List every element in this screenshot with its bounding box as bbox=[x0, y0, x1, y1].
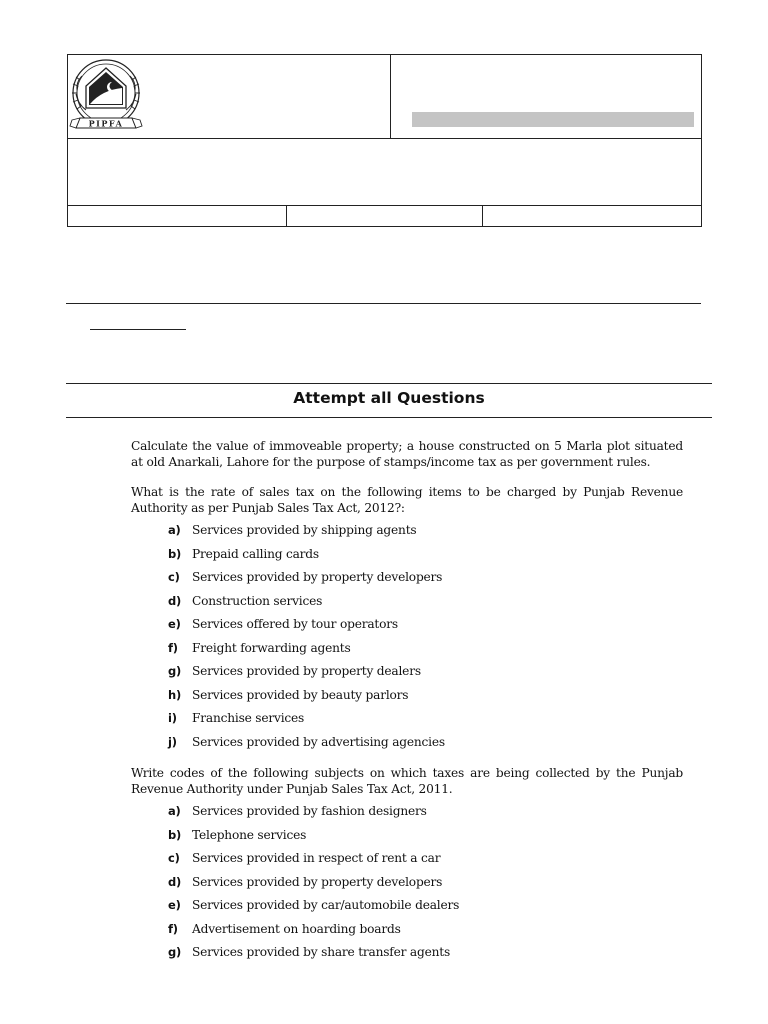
header-row-divider bbox=[67, 205, 702, 206]
heading-top-rule bbox=[66, 383, 712, 384]
list-item: b) Telephone services bbox=[168, 827, 307, 842]
list-item: b) Prepaid calling cards bbox=[168, 546, 319, 561]
question-3-text: Write codes of the following subjects on which taxes are being collected by the Punjab Revenue Authority under Punjab Sales Tax Act, 2011. bbox=[131, 766, 683, 796]
list-item: e) Services offered by tour operators bbox=[168, 617, 398, 631]
list-item: a) Services provided by fashion designers bbox=[168, 804, 427, 818]
list-item: i) Franchise services bbox=[168, 711, 305, 725]
list-item: g) Services provided by share transfer agents bbox=[168, 945, 451, 959]
redacted-bar bbox=[412, 112, 694, 127]
heading-bottom-rule bbox=[66, 417, 712, 418]
list-item: e) Services provided by car/automobile dealers bbox=[168, 898, 460, 912]
question-1-text: Calculate the value of immoveable property; a house constructed on 5 Marla plot situated at old Anarkali, Lahore for the purpose of stamps/income tax as per government rules. bbox=[131, 439, 683, 469]
list-item: c) Services provided in respect of rent a car bbox=[168, 851, 441, 865]
list-item: f) Freight forwarding agents bbox=[168, 640, 351, 655]
question-2-list bbox=[168, 523, 445, 758]
list-item: d) Construction services bbox=[168, 593, 323, 608]
list-item: a) Services provided by shipping agents bbox=[168, 523, 417, 537]
separator-line-1 bbox=[66, 303, 701, 304]
question-3-list bbox=[168, 804, 459, 969]
list-item: c) Services provided by property developers bbox=[168, 570, 443, 584]
list-item: g) Services provided by property dealers bbox=[168, 664, 421, 678]
svg-text:PIPFA: PIPFA bbox=[88, 118, 124, 129]
pipfa-seal-logo bbox=[68, 56, 146, 138]
question-2-text: What is the rate of sales tax on the following items to be charged by Punjab Revenue Authority as per Punjab Sales Tax Act, 2012?: bbox=[131, 485, 683, 515]
section-heading: Attempt all Questions bbox=[293, 389, 485, 407]
header-col-divider-1 bbox=[286, 205, 287, 226]
list-item: h) Services provided by beauty parlors bbox=[168, 687, 409, 702]
list-item: j) Services provided by advertising agencies bbox=[168, 734, 445, 749]
short-underline bbox=[90, 329, 186, 330]
list-item: d) Services provided by property developers bbox=[168, 874, 443, 889]
list-item: f) Advertisement on hoarding boards bbox=[168, 921, 401, 936]
header-col-divider-2 bbox=[482, 205, 483, 226]
